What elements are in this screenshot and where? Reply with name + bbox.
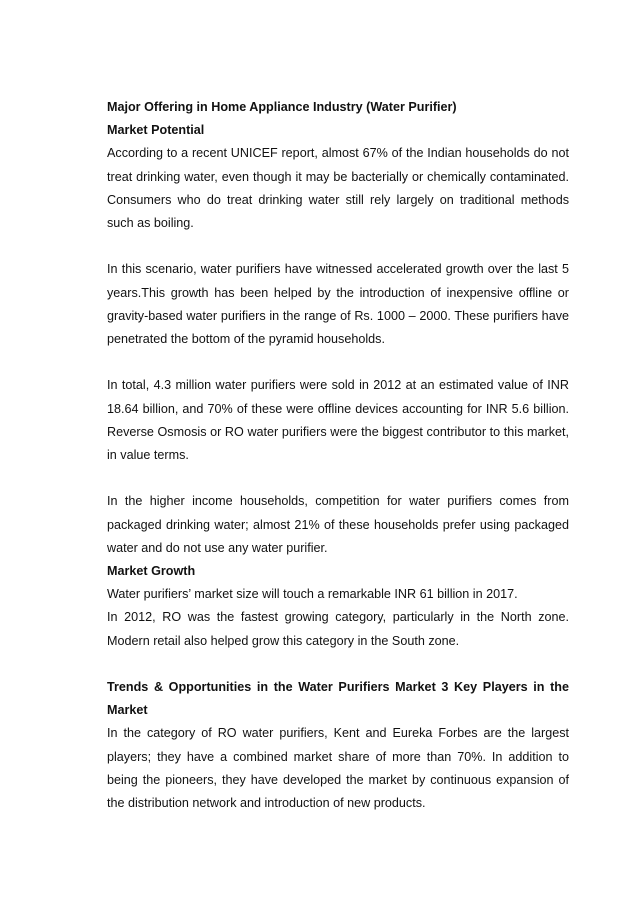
paragraph-sales-2012: In total, 4.3 million water purifiers were sold in 2012 at an estimated value of INR 18.64 billion, and 70% of these were offline devices accounting for INR 5.6 billion. Reverse Osmosis or RO water purifiers were the biggest contributor to this market, in value terms. — [107, 378, 569, 463]
paragraph-scenario: In this scenario, water purifiers have witnessed accelerated growth over the last 5 years.This growth has been helped by the introduction of inexpensive offline or gravity-based water purifiers in the range of Rs. 1000 – 2000. These purifiers have penetrated the bottom of the pyramid households. — [107, 262, 569, 347]
market-growth-heading: Market Growth — [107, 564, 196, 579]
document-body — [107, 96, 569, 815]
paragraph-ro-growth: In 2012, RO was the fastest growing category, particularly in the North zone. Modern retail also helped grow this category in the South zone. — [107, 610, 569, 648]
paragraph-market-size: Water purifiers’ market size will touch a remarkable INR 61 billion in 2017. — [107, 587, 518, 602]
paragraph-unicef-report: According to a recent UNICEF report, almost 67% of the Indian households do not treat drinking water, even though it may be bacterially or chemically contaminated. Consumers who do treat drinking water still rely largely on traditional methods such as boiling. — [107, 146, 569, 231]
paragraph-key-players: In the category of RO water purifiers, Kent and Eureka Forbes are the largest players; they have a combined market share of more than 70%. In addition to being the pioneers, they have developed the market by continuous expansion of the distribution network and introduction of new products. — [107, 726, 569, 811]
market-potential-heading: Market Potential — [107, 123, 205, 138]
document-title: Major Offering in Home Appliance Industry (Water Purifier) — [107, 100, 457, 114]
trends-heading: Trends & Opportunities in the Water Purifiers Market 3 Key Players in the Market — [107, 680, 569, 718]
paragraph-higher-income: In the higher income households, competition for water purifiers comes from packaged drinking water; almost 21% of these households prefer using packaged water and do not use any water purifier. — [107, 494, 569, 555]
